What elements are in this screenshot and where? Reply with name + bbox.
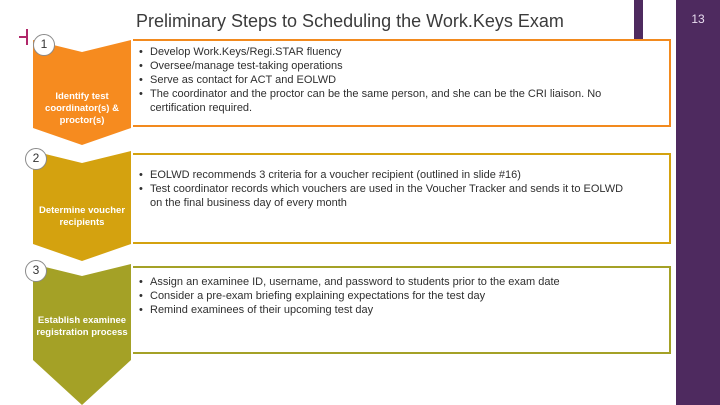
step-2-badge: 2 (25, 148, 47, 170)
step-3-bullet: • Assign an examinee ID, username, and password to students prior to the exam date (139, 275, 560, 289)
step-3-badge: 3 (25, 260, 47, 282)
step-2-bullet: • EOLWD recommends 3 criteria for a voucher recipient (outlined in slide #16) (139, 168, 623, 182)
step-3-bullet: • Remind examinees of their upcoming test day (139, 303, 560, 317)
step-1-bullet: • The coordinator and the proctor can be the same person, and she can be the CRI liaison. No (139, 87, 601, 101)
step-1-bullet: • Develop Work.Keys/Regi.STAR fluency (139, 45, 601, 59)
step-1-box (133, 39, 671, 127)
step-1-label: Identify test coordinator(s) & proctor(s) (45, 91, 119, 126)
step-1-bullet: • Serve as contact for ACT and EOLWD (139, 73, 601, 87)
slide-title: Preliminary Steps to Scheduling the Work.Keys Exam (136, 11, 564, 31)
slide-number: 13 (691, 12, 705, 26)
side-bar (676, 0, 720, 405)
step-2-bullet-continuation: on the final business day of every month (150, 197, 347, 209)
step-1-badge: 1 (33, 34, 55, 56)
step-1-bullet-continuation: certification required. (150, 102, 253, 114)
step-3-box (133, 266, 671, 354)
step-2-bullet: • Test coordinator records which vouchers are used in the Voucher Tracker and sends it to EOLWD (139, 182, 623, 196)
step-2-box (133, 153, 671, 244)
plus-icon (18, 28, 32, 46)
step-3-label: Establish examinee registration process (36, 315, 128, 338)
step-2-label: Determine voucher recipients (38, 205, 126, 228)
step-1-bullet: • Oversee/manage test-taking operations (139, 59, 601, 73)
step-3-bullet: • Consider a pre-exam briefing explaining expectations for the test day (139, 289, 560, 303)
